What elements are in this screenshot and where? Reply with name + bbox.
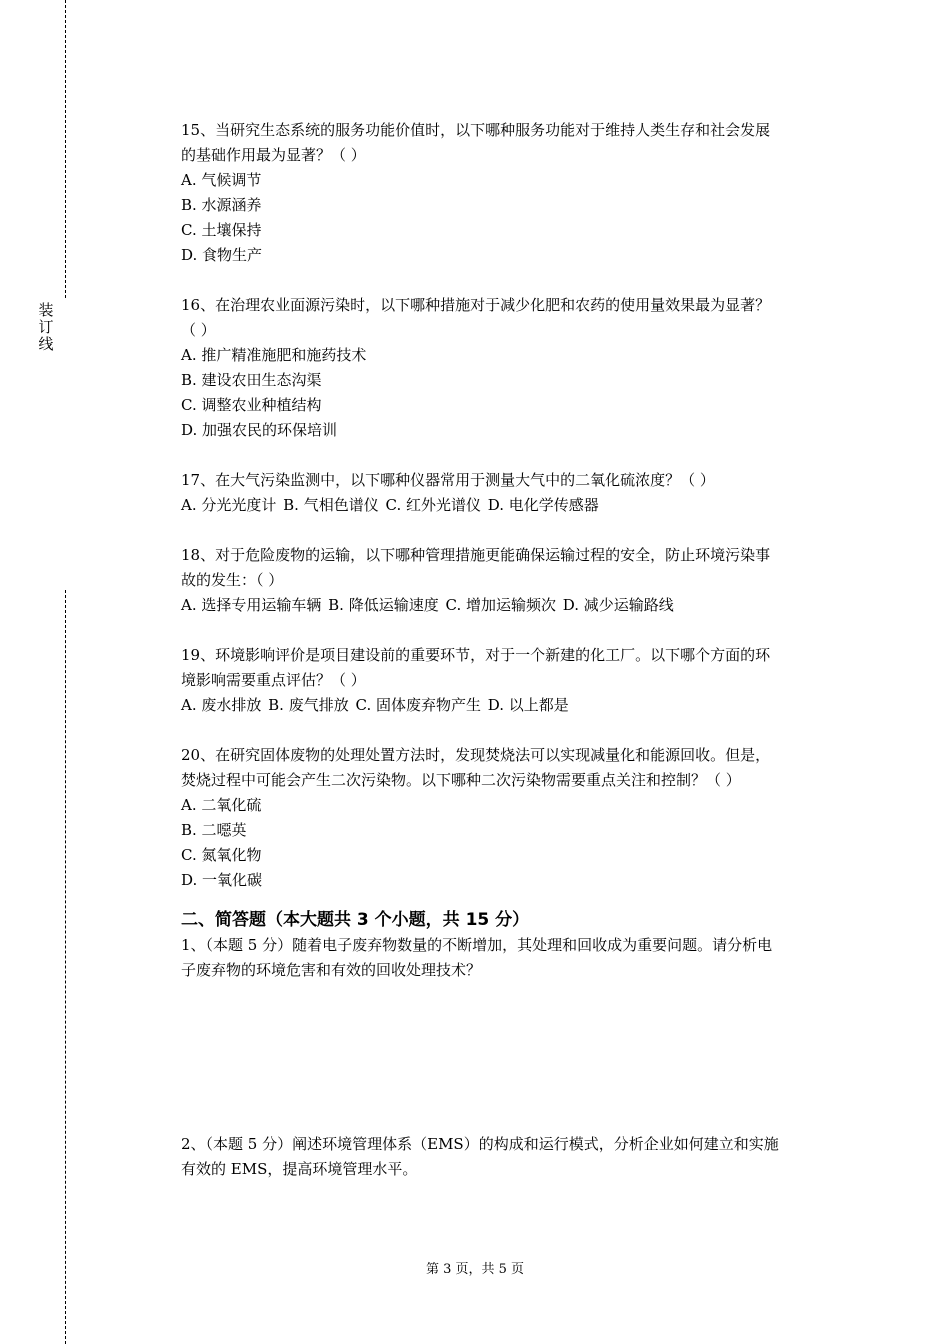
question-20 bbox=[181, 743, 841, 893]
question-18 bbox=[181, 543, 841, 618]
option: B. 气相色谱仪 bbox=[283, 496, 379, 514]
short-answer-text: 有效的 EMS，提高环境管理水平。 bbox=[181, 1160, 418, 1178]
option: D. 食物生产 bbox=[181, 246, 263, 264]
question-stem: （ ） bbox=[181, 321, 216, 339]
short-answer-text: 子废弃物的环境危害和有效的回收处理技术？ bbox=[181, 961, 482, 979]
question-stem: 故的发生：（ ） bbox=[181, 571, 284, 589]
option: B. 建设农田生态沟渠 bbox=[181, 371, 322, 389]
question-19 bbox=[181, 643, 841, 718]
option: B. 二噁英 bbox=[181, 821, 247, 839]
option: B. 水源涵养 bbox=[181, 196, 262, 214]
option: A. 废水排放 bbox=[181, 696, 262, 714]
option: B. 废气排放 bbox=[268, 696, 349, 714]
section-title: 二、简答题（本大题共 3 个小题，共 15 分） bbox=[181, 910, 530, 930]
question-15 bbox=[181, 118, 841, 268]
option: C. 氮氧化物 bbox=[181, 846, 262, 864]
options-row bbox=[181, 493, 841, 518]
question-stem: 焚烧过程中可能会产生二次污染物。以下哪种二次污染物需要重点关注和控制？（ ） bbox=[181, 771, 741, 789]
option: C. 增加运输频次 bbox=[445, 596, 556, 614]
question-stem: 18、对于危险废物的运输，以下哪种管理措施更能确保运输过程的安全，防止环境污染事 bbox=[181, 546, 771, 564]
short-answer-text: 2、（本题 5 分）阐述环境管理体系（EMS）的构成和运行模式，分析企业如何建立和实施 bbox=[181, 1135, 779, 1153]
option: D. 加强农民的环保培训 bbox=[181, 421, 338, 439]
question-stem: 15、当研究生态系统的服务功能价值时，以下哪种服务功能对于维持人类生存和社会发展 bbox=[181, 121, 771, 139]
option: C. 调整农业种植结构 bbox=[181, 396, 322, 414]
option: B. 降低运输速度 bbox=[328, 596, 439, 614]
binding-char: 订 bbox=[38, 318, 54, 336]
option: A. 二氧化硫 bbox=[181, 796, 262, 814]
option: A. 分光光度计 bbox=[181, 496, 277, 514]
question-stem: 19、环境影响评价是项目建设前的重要环节，对于一个新建的化工厂。以下哪个方面的环 bbox=[181, 646, 771, 664]
option: D. 一氧化碳 bbox=[181, 871, 263, 889]
question-17 bbox=[181, 468, 841, 518]
binding-dashed-line-bottom bbox=[65, 590, 66, 1344]
options-row bbox=[181, 593, 841, 618]
option: D. 电化学传感器 bbox=[487, 496, 599, 514]
option: C. 固体废弃物产生 bbox=[355, 696, 481, 714]
exam-content bbox=[181, 118, 841, 1182]
option: A. 推广精准施肥和施药技术 bbox=[181, 346, 367, 364]
option: C. 红外光谱仪 bbox=[385, 496, 481, 514]
question-stem: 的基础作用最为显著？（ ） bbox=[181, 146, 366, 164]
options-row bbox=[181, 693, 841, 718]
question-stem: 17、在大气污染监测中，以下哪种仪器常用于测量大气中的二氧化硫浓度？（ ） bbox=[181, 471, 715, 489]
short-answer-text: 1、（本题 5 分）随着电子废弃物数量的不断增加，其处理和回收成为重要问题。请分析电 bbox=[181, 936, 773, 954]
page-footer: 第 3 页，共 5 页 bbox=[425, 1262, 525, 1277]
question-stem: 境影响需要重点评估？（ ） bbox=[181, 671, 366, 689]
short-answer-2 bbox=[181, 1132, 841, 1182]
question-stem: 16、在治理农业面源污染时，以下哪种措施对于减少化肥和农药的使用量效果最为显著？ bbox=[181, 296, 771, 314]
option: A. 选择专用运输车辆 bbox=[181, 596, 322, 614]
option: A. 气候调节 bbox=[181, 171, 262, 189]
option: D. 以上都是 bbox=[487, 696, 569, 714]
question-16 bbox=[181, 293, 841, 443]
binding-dashed-line-top bbox=[65, 0, 66, 298]
binding-label bbox=[38, 302, 54, 353]
question-stem: 20、在研究固体废物的处理处置方法时，发现焚烧法可以实现减量化和能源回收。但是， bbox=[181, 746, 771, 764]
option: D. 减少运输路线 bbox=[562, 596, 674, 614]
option: C. 土壤保持 bbox=[181, 221, 262, 239]
binding-char: 装 bbox=[38, 301, 54, 319]
binding-char: 线 bbox=[38, 335, 54, 353]
short-answer-1 bbox=[181, 933, 841, 983]
